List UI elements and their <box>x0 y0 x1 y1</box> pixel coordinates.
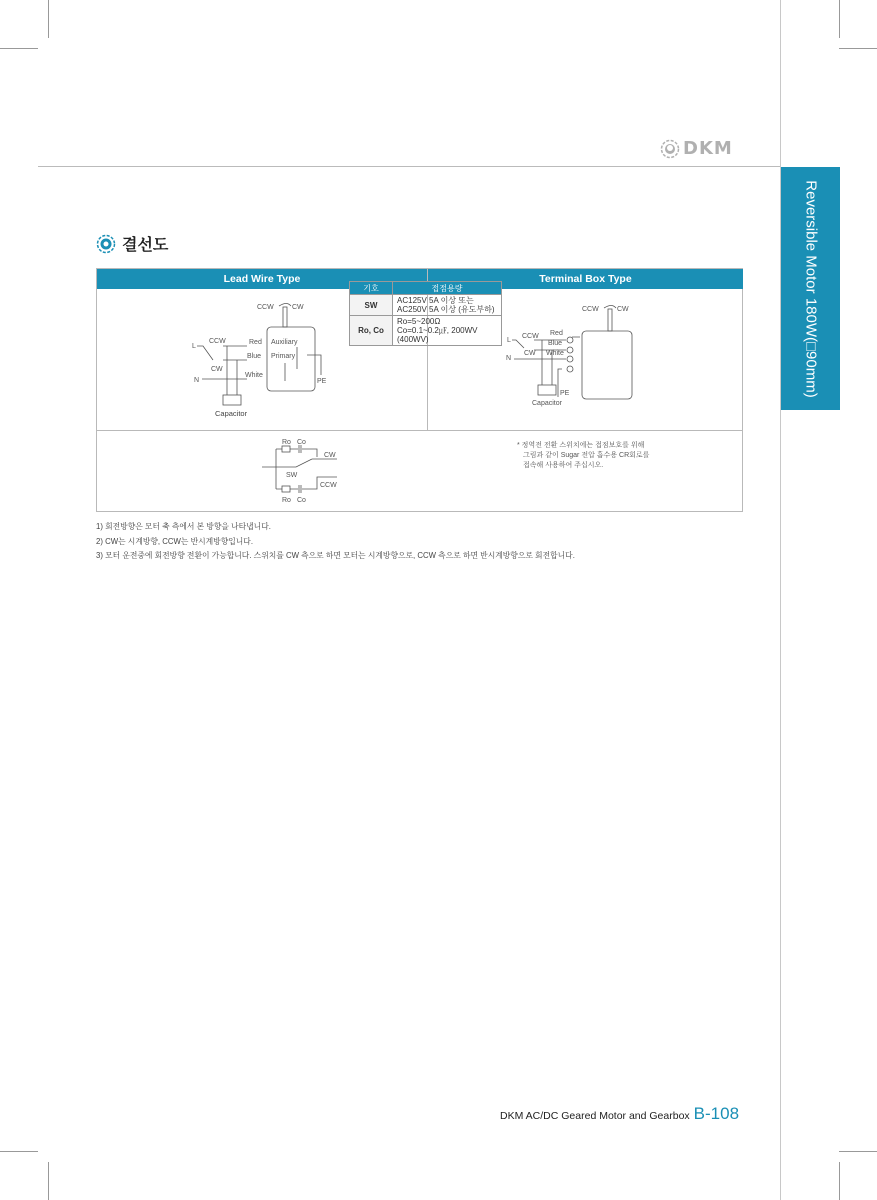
terminal-icon <box>567 337 573 343</box>
logo-gear-icon <box>660 139 680 159</box>
label-sw: SW <box>286 472 298 479</box>
label-n: N <box>506 355 512 362</box>
spec-value-line: AC125V 5A 이상 또는 <box>397 296 474 305</box>
label-red: Red <box>550 330 563 337</box>
contact-spec-table <box>349 281 502 346</box>
page-number: B-108 <box>693 1104 740 1123</box>
label-white: White <box>546 350 564 357</box>
notes <box>96 520 575 564</box>
switch-circuit-diagram <box>262 437 347 505</box>
note-item: 2) CW는 시계방향, CCW는 반시계방향입니다. <box>96 536 253 546</box>
label-cw: CW <box>324 452 336 459</box>
motor-body <box>582 331 632 399</box>
side-tab-label: Reversible Motor 180W(□90mm) <box>802 179 819 398</box>
spec-header-capacity: 접점용량 <box>393 282 502 295</box>
dkm-logo <box>660 138 733 159</box>
label-pe: PE <box>560 390 570 397</box>
wiring-table <box>96 268 743 512</box>
spec-value <box>393 295 502 316</box>
section-bullet-icon <box>96 234 116 254</box>
rotation-arrow-icon <box>604 306 616 309</box>
label-blue: Blue <box>548 340 563 347</box>
label-capacitor: Capacitor <box>215 409 248 418</box>
crop-mark <box>839 0 840 38</box>
label-switch-ccw: CCW <box>209 338 226 345</box>
terminal-icon <box>567 347 573 353</box>
terminal-icon <box>567 356 573 362</box>
label-switch-cw: CW <box>211 366 223 373</box>
logo-text: DKM <box>683 138 733 159</box>
spec-header-symbol: 기호 <box>350 282 393 295</box>
label-primary: Primary <box>271 353 296 360</box>
label-blue: Blue <box>247 353 262 360</box>
side-tab <box>781 167 840 410</box>
label-l: L <box>507 337 511 344</box>
note-item: 3) 모터 운전중에 회전방향 전환이 가능합니다. 스위치를 CW 측으로 하면 모터는 시계방향으로, CCW 측으로 하면 반시계방향으로 회전합니다. <box>96 551 575 560</box>
spec-value-line: Ro=5~200Ω <box>397 317 441 326</box>
crop-mark <box>0 48 38 49</box>
motor-shaft <box>608 309 612 331</box>
section-title: 결선도 <box>122 237 169 254</box>
label-ccw: CCW <box>582 306 599 313</box>
terminal-box-diagram <box>502 297 672 417</box>
label-switch-ccw: CCW <box>522 333 539 340</box>
crop-mark <box>0 1151 38 1152</box>
label-switch-cw: CW <box>524 350 536 357</box>
header-rule <box>38 166 780 167</box>
remark-line: * 정역전 전환 스위치에는 접점보호를 위해 <box>517 442 645 449</box>
motor-shaft <box>283 307 287 327</box>
page-footer <box>500 1104 739 1124</box>
spec-key: Ro, Co <box>350 316 393 346</box>
note-item: 1) 회전방향은 모터 축 측에서 본 방향을 나타냅니다. <box>96 522 271 531</box>
label-red: Red <box>249 339 262 346</box>
rotation-arrow-icon <box>279 304 291 307</box>
section-heading <box>96 232 168 255</box>
contact-remark <box>517 441 649 471</box>
spec-value-line: Co=0.1~0.2㎌, 200WV (400WV) <box>397 326 478 344</box>
label-co: Co <box>297 497 306 504</box>
label-cw: CW <box>617 306 629 313</box>
header-lead-wire: Lead Wire Type <box>97 269 427 289</box>
label-n: N <box>194 377 200 384</box>
label-ccw: CCW <box>320 482 337 489</box>
remark-line: 그림과 같이 Sugar 전압 흡수용 CR회로를 <box>523 452 650 459</box>
lead-wire-diagram <box>187 295 357 427</box>
crop-mark <box>839 1151 877 1152</box>
label-auxiliary: Auxiliary <box>271 339 298 346</box>
crop-mark <box>48 1162 49 1200</box>
label-co: Co <box>297 439 306 446</box>
spec-key: SW <box>350 295 393 316</box>
label-ro: Ro <box>282 439 291 446</box>
label-ro: Ro <box>282 497 291 504</box>
table-row <box>350 316 502 346</box>
footer-title: DKM AC/DC Geared Motor and Gearbox <box>500 1110 690 1122</box>
label-capacitor: Capacitor <box>532 400 562 407</box>
crop-mark <box>48 0 49 38</box>
capacitor-icon <box>538 385 556 395</box>
remark-line: 접속해 사용하여 주십시오. <box>523 462 604 469</box>
label-l: L <box>192 343 196 350</box>
label-ccw: CCW <box>257 304 274 311</box>
row-divider <box>97 430 742 431</box>
label-pe: PE <box>317 378 327 385</box>
table-row <box>350 295 502 316</box>
crop-mark <box>839 1162 840 1200</box>
header-terminal-box: Terminal Box Type <box>428 269 743 289</box>
terminal-icon <box>567 366 573 372</box>
label-white: White <box>245 372 263 379</box>
label-cw: CW <box>292 304 304 311</box>
crop-mark <box>839 48 877 49</box>
spec-value <box>393 316 502 346</box>
capacitor-icon <box>223 395 241 405</box>
spec-value-line: AC250V 5A 이상 (유도부하) <box>397 305 495 314</box>
